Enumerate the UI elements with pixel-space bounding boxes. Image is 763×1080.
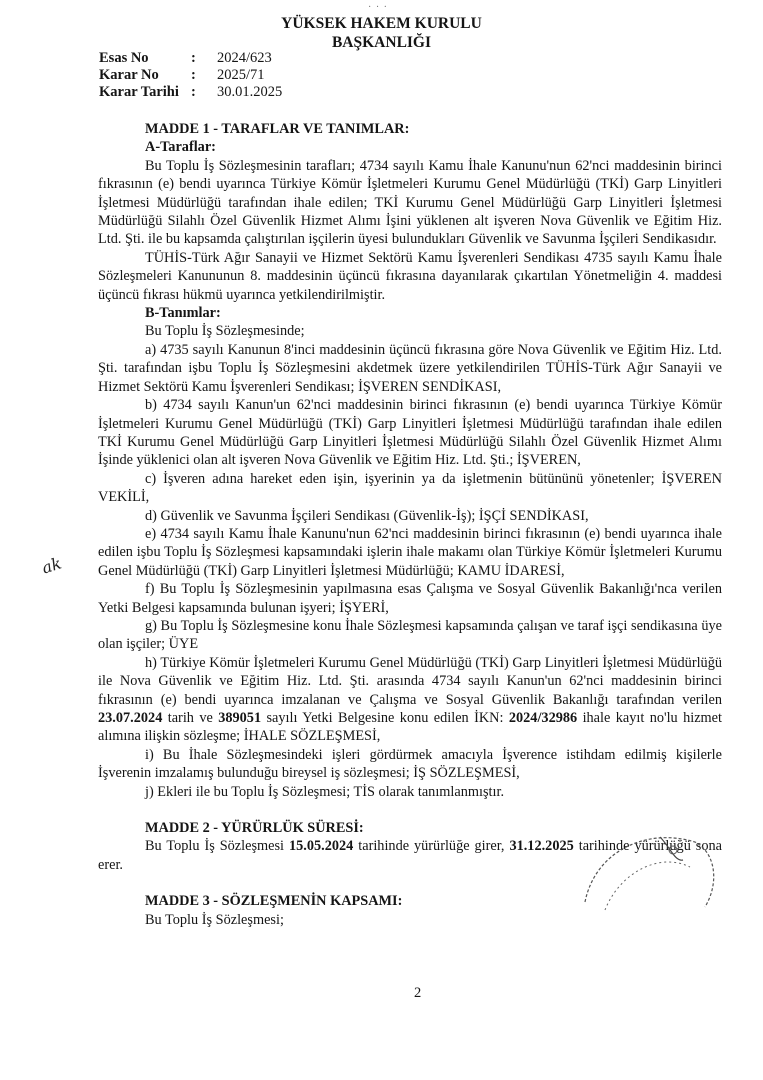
definition-item-d — [98, 507, 722, 525]
definition-term: İHALE SÖZLEŞMESİ, — [243, 728, 381, 745]
start-date: 15.05.2024 — [288, 838, 354, 855]
definition-item-g — [98, 617, 722, 654]
meta-value: 2024/623 — [217, 50, 272, 66]
authority-number: 389051 — [218, 710, 262, 726]
page-number: 2 — [414, 985, 422, 1001]
meta-key: Esas No — [99, 50, 149, 66]
meta-value: 2025/71 — [217, 67, 265, 83]
section-a-paragraph-1: Bu Toplu İş Sözleşmesinin tarafları; 4734 sayılı Kamu İhale Kanunu'nun 62'nci maddesinin birinci fıkrasının (e) bendi uyarınca Türkiye Kömür İşletmeleri Kurumu Genel Müdürlüğü (TKİ) Garp Linyitleri İşletmesi Müdürlüğü tarafından ihale edilen; TKİ Kurumu Genel Müdürlüğü Garp Linyitleri İşletmesi Müdürlüğü Silahlı Özel Güvenlik Hizmet Alımı İşini yüklenen alt işveren Nova Güvenlik ve Eğitim Hiz. Ltd. Şti. ile bu kapsamda çalıştırılan işçilerin üyesi bulundukları Güvenlik ve Savunma İşçileri Sendikasıdır. — [98, 157, 722, 248]
definition-text: c) İşveren adına hareket eden işin, işyerinin ya da işletmenin bütününü yönetenler; — [145, 470, 655, 487]
definition-text: e) 4734 sayılı Kamu İhale Kanunu'nun 62'nci maddesinin birinci fıkrasının (e) bendi uyarınca ihale edilen işbu Toplu İş Sözleşmesi kapsamındaki işlerin ihale makamı olan Türkiye Kömür İşletmeleri Kurumu Genel Müdürlüğü (TKİ) Garp Linyitleri İşletmesi Müdürlüğü; — [98, 525, 722, 579]
definition-item-c — [98, 470, 722, 507]
definition-text: d) Güvenlik ve Savunma İşçileri Sendikası (Güvenlik-İş); — [145, 507, 476, 524]
meta-row — [99, 50, 282, 67]
definition-item-i — [98, 746, 722, 783]
definition-term: İŞVEREN VEKİLİ, — [98, 470, 722, 506]
madde-2-pre: Bu Toplu İş Sözleşmesi — [145, 838, 285, 855]
meta-row — [99, 67, 282, 84]
meta-sep: : — [191, 84, 196, 100]
end-date: 31.12.2025 — [509, 838, 574, 855]
definition-text: f) Bu Toplu İş Sözleşmesinin yapılmasına esas Çalışma ve Sosyal Güvenlik Bakanlığı'nca verilen Yetki Belgesi kapsamında bulunan işyeri; — [98, 581, 722, 616]
definition-text: g) Bu Toplu İş Sözleşmesine konu İhale Sözleşmesi kapsamında çalışan ve taraf işçi sendikasına üye olan işçiler; — [98, 617, 722, 653]
definition-item-f — [98, 580, 722, 617]
section-b-title: B-Tanımlar: — [145, 305, 221, 322]
definition-term: ÜYE — [168, 636, 199, 653]
definition-text: ihale kayıt no'lu hizmet alımına ilişkin sözleşme; — [98, 710, 722, 745]
definition-item-h — [98, 654, 722, 746]
meta-sep: : — [191, 67, 196, 83]
definition-item-j: j) Ekleri ile bu Toplu İş Sözleşmesi; TİS olarak tanımlanmıştır. — [145, 783, 505, 800]
madde-3-text: Bu Toplu İş Sözleşmesi; — [145, 911, 284, 928]
document-header — [0, 14, 763, 52]
definition-text: b) 4734 sayılı Kanun'un 62'nci maddesinin birinci fıkrasının (e) bendi uyarınca Türkiye Kömür İşletmeleri Kurumu Genel Müdürlüğü (TKİ) Garp Linyitleri İşletmesi Müdürlüğü tarafından ihale edilen TKİ Kurumu Genel Müdürlüğü Garp Linyitleri İşletmesi Müdürlüğü Silahlı Özel Güvenlik Hizmet Alımı İşinde yüklenici olan alt işveren Nova Güvenlik ve Eğitim Hiz. Ltd. Şti.; — [98, 397, 722, 469]
section-a-paragraph-2: TÜHİS-Türk Ağır Sanayii ve Hizmet Sektörü Kamu İşverenleri Sendikası 4735 sayılı Kamu İhale Sözleşmeleri Kanununun 8. maddesinin üçüncü fıkrasına dayanılarak çıkartılan Yönetmeliğin 4. maddesi üçüncü fıkrası hükmü uyarınca yetkilendirilmiştir. — [98, 249, 722, 303]
definition-item-a — [98, 341, 722, 396]
section-b-intro: Bu Toplu İş Sözleşmesinde; — [145, 323, 305, 340]
authority-date: 23.07.2024 — [98, 710, 163, 726]
meta-value: 30.01.2025 — [217, 84, 283, 100]
scan-mark: · · · — [368, 2, 388, 13]
document-body — [98, 120, 722, 929]
ikn-number: 2024/32986 — [508, 710, 578, 726]
case-meta — [99, 50, 282, 101]
stamp-icon — [565, 822, 725, 918]
header-line-1: YÜKSEK HAKEM KURULU — [281, 15, 482, 32]
section-a-title: A-Taraflar: — [145, 139, 216, 156]
madde-2-title: MADDE 2 - YÜRÜRLÜK SÜRESİ: — [145, 820, 364, 837]
definition-term: İŞÇİ SENDİKASI, — [478, 507, 589, 524]
madde-2-mid: tarihinde yürürlüğe girer, — [358, 838, 505, 855]
handwritten-initials: ak — [39, 553, 64, 578]
definition-item-b — [98, 396, 722, 470]
definition-text: tarih ve — [167, 710, 213, 726]
meta-sep: : — [191, 50, 196, 66]
definition-term: İŞYERİ, — [339, 599, 389, 616]
definition-term: KAMU İDARESİ, — [457, 562, 565, 579]
meta-key: Karar Tarihi — [99, 84, 179, 100]
definition-term: İŞ SÖZLEŞMESİ, — [413, 765, 520, 782]
meta-key: Karar No — [99, 67, 159, 83]
header-line-2: BAŞKANLIĞI — [331, 34, 432, 51]
definition-item-e — [98, 525, 722, 580]
definition-text: a) 4735 sayılı Kanunun 8'inci maddesinin üçüncü fıkrasına göre Nova Güvenlik ve Eğitim Hiz. Ltd. Şti. tarafından işbu Toplu İş Sözleşmesini akdetmek üzere yetkilendirilen TÜHİS-Türk Ağır Sanayii ve Hizmet Sektörü Kamu İşverenleri Sendikası; — [98, 341, 722, 395]
definition-text: i) Bu İhale Sözleşmesindeki işleri gördürmek amacıyla İşverence istihdam edilmiş kişilerle İşverenin imzalamış bulunduğu bireysel iş sözleşmesi; — [98, 746, 722, 782]
madde-2-post: tarihinde yürürlüğü sona erer. — [98, 838, 722, 873]
madde-3-title: MADDE 3 - SÖZLEŞMENİN KAPSAMI: — [145, 893, 403, 910]
madde-1-title: MADDE 1 - TARAFLAR VE TANIMLAR: — [145, 121, 410, 137]
definition-term: İŞVEREN, — [516, 452, 581, 469]
definition-term: İŞVEREN SENDİKASI, — [358, 378, 502, 395]
definition-text: h) Türkiye Kömür İşletmeleri Kurumu Genel Müdürlüğü (TKİ) Garp Linyitleri İşletmesi Müdürlüğü ile Nova Güvenlik ve Eğitim Hiz. Ltd. Şti. arasında 4734 sayılı Kanun'un 62'nci maddesinin birinci fıkrasının (e) bendi uyarınca imzalanan ve Çalışma ve Sosyal Güvenlik Bakanlığı tarafından verilen — [98, 654, 722, 708]
meta-row — [99, 84, 282, 101]
definition-text: sayılı Yetki Belgesine konu edilen İKN: — [266, 710, 504, 726]
